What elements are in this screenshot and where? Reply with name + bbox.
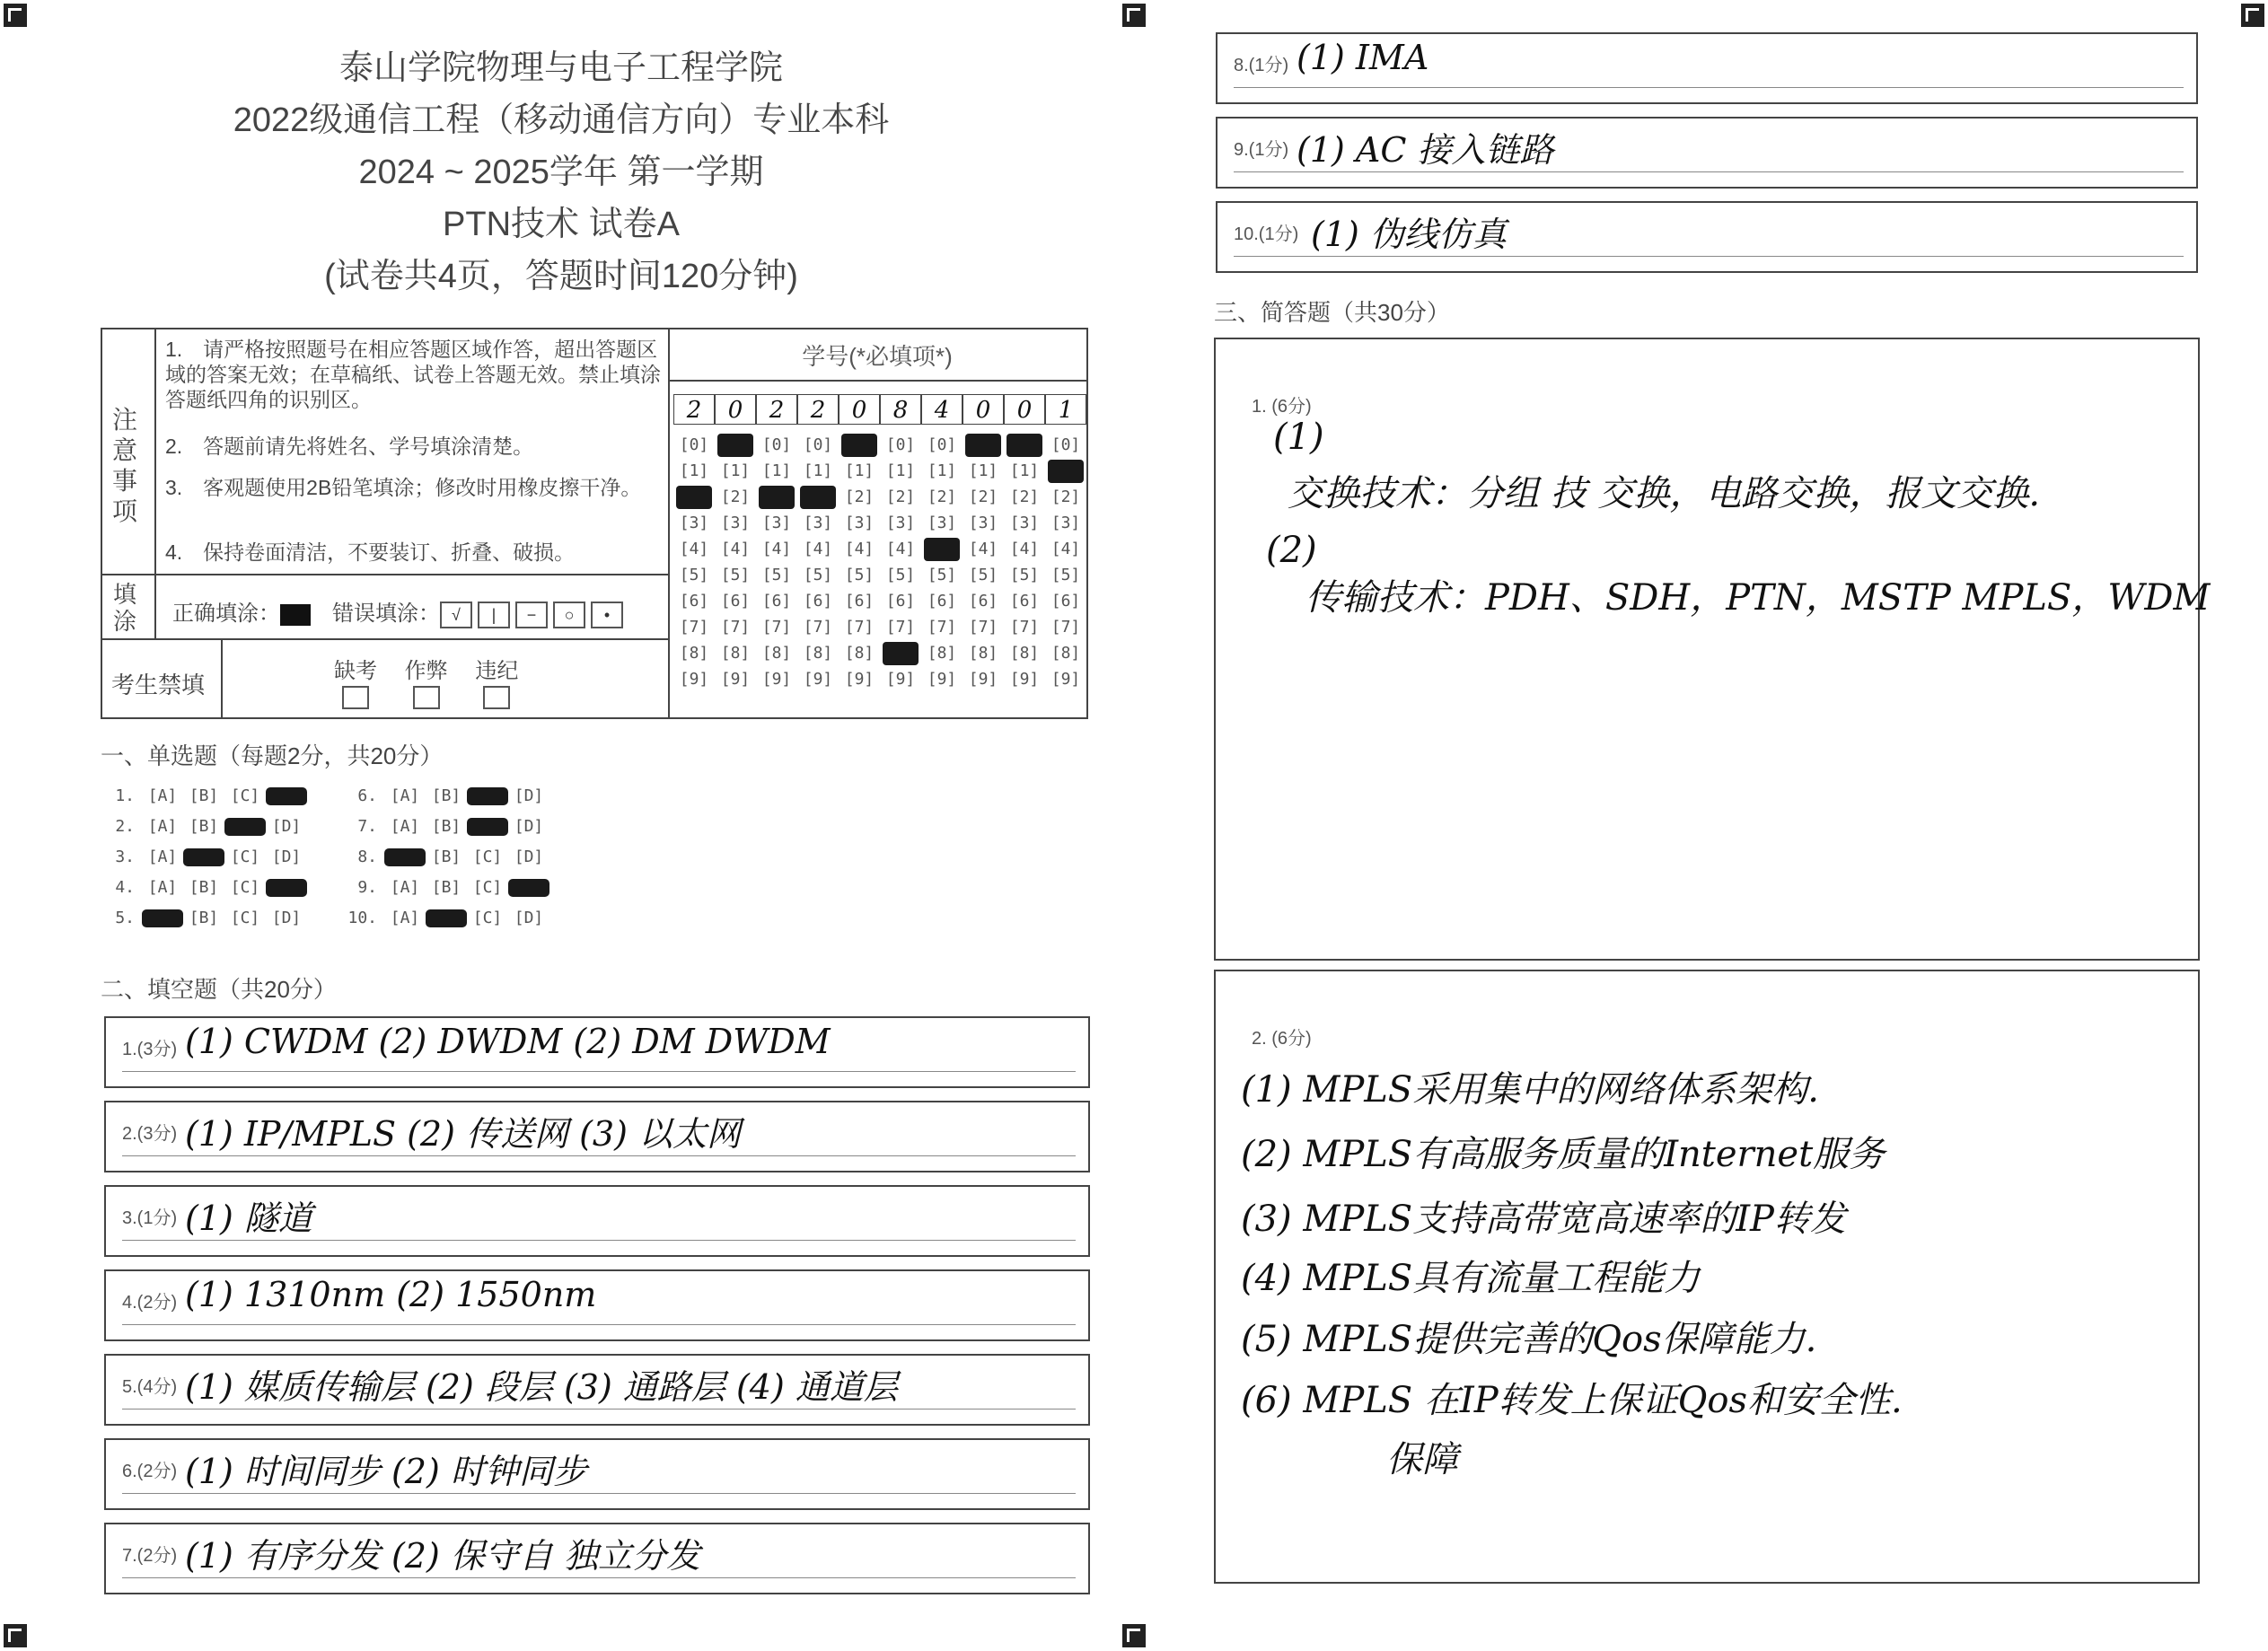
fill-blank-underline: [1234, 171, 2184, 172]
fill-blank-box[interactable]: [1216, 117, 2198, 189]
fill-blank-label: 5.(4分): [122, 1377, 178, 1397]
student-id-bubble[interactable]: [7]: [927, 618, 957, 637]
student-id-bubble[interactable]: [2]: [1050, 487, 1081, 506]
student-id-bubble[interactable]: [800, 486, 836, 509]
mcq-number: 6.: [357, 786, 377, 805]
mcq-question[interactable]: [101, 847, 307, 871]
student-id-bubble[interactable]: [7]: [885, 618, 916, 637]
mcq-option-bubble[interactable]: [A]: [147, 817, 178, 836]
violation-label: 违纪: [475, 659, 519, 683]
wrong-mark-icon: ○: [553, 602, 585, 628]
fill-blank-label: 10.(1分): [1234, 224, 1299, 244]
corner-marker-icon: [4, 1624, 27, 1647]
fill-blank-underline: [122, 1324, 1076, 1325]
mcq-number: 3.: [115, 847, 135, 866]
student-id-bubble[interactable]: [2]: [720, 487, 751, 506]
mcq-option-bubble[interactable]: [A]: [147, 786, 178, 805]
student-id-digit: 0: [1004, 394, 1045, 425]
student-id-bubble[interactable]: [6]: [968, 592, 998, 610]
fill-blank-box[interactable]: [1216, 201, 2198, 273]
student-id-bubble[interactable]: [2]: [927, 487, 957, 506]
mcq-option-bubble[interactable]: [D]: [514, 817, 544, 836]
student-id-bubble[interactable]: [4]: [885, 540, 916, 558]
mcq-number: 10.: [347, 909, 377, 927]
q1-label: 1. (6分): [1252, 397, 1312, 417]
mcq-option-bubble[interactable]: [C]: [230, 909, 260, 927]
student-id-bubble[interactable]: [0]: [1050, 435, 1081, 454]
mcq-option-bubble[interactable]: [266, 879, 307, 897]
student-id-bubble[interactable]: [5]: [968, 566, 998, 584]
mcq-number: 5.: [115, 909, 135, 927]
student-id-bubble[interactable]: [6]: [679, 592, 709, 610]
student-id-bubble[interactable]: [8]: [720, 644, 751, 663]
fill-blank-underline: [1234, 256, 2184, 257]
notice-item: 2. 答题前请先将姓名、学号填涂清楚。: [165, 435, 534, 458]
student-id-bubble[interactable]: [8]: [1050, 644, 1081, 663]
mcq-option-bubble[interactable]: [B]: [189, 817, 219, 836]
student-id-bubble[interactable]: [7]: [761, 618, 792, 637]
student-id-digit: 0: [839, 394, 880, 425]
term-title: 2024 ~ 2025学年 第一学期: [358, 154, 764, 191]
mcq-number: 7.: [357, 817, 377, 836]
major-title: 2022级通信工程（移动通信方向）专业本科: [233, 101, 890, 139]
student-id-bubble[interactable]: [676, 486, 712, 509]
student-id-bubble[interactable]: [4]: [1009, 540, 1040, 558]
q2-line: (3) MPLS支持高带宽高速率的IP转发: [1241, 1199, 1846, 1240]
student-id-bubble[interactable]: [6]: [927, 592, 957, 610]
student-id-bubble[interactable]: [5]: [679, 566, 709, 584]
mcq-question[interactable]: [101, 909, 307, 932]
student-id-bubble[interactable]: [3]: [927, 514, 957, 532]
student-id-digit: 0: [963, 394, 1004, 425]
fill-blank-box[interactable]: [104, 1101, 1090, 1172]
student-id-bubble[interactable]: [1007, 434, 1042, 457]
fill-blank-box[interactable]: [104, 1354, 1090, 1426]
student-id-digit: 2: [756, 394, 797, 425]
student-id-bubble[interactable]: [5]: [885, 566, 916, 584]
fill-blank-answer: (1) IP/MPLS (2) 传送网 (3) 以太网: [185, 1114, 742, 1154]
student-id-bubble[interactable]: [9]: [1050, 670, 1081, 689]
student-id-digit: 8: [880, 394, 921, 425]
mcq-option-bubble[interactable]: [B]: [189, 909, 219, 927]
student-id-bubble[interactable]: [1]: [844, 461, 875, 480]
student-id-bubble[interactable]: [3]: [844, 514, 875, 532]
student-id-bubble[interactable]: [5]: [720, 566, 751, 584]
corner-marker-icon: [2241, 4, 2264, 27]
correct-fill-label: 正确填涂：: [172, 602, 280, 626]
mcq-option-bubble[interactable]: [B]: [189, 878, 219, 897]
student-id-bubble[interactable]: [7]: [844, 618, 875, 637]
student-id-bubble[interactable]: [8]: [844, 644, 875, 663]
mcq-option-bubble[interactable]: [A]: [390, 909, 420, 927]
student-id-bubble[interactable]: [7]: [720, 618, 751, 637]
short-answer-q2-box[interactable]: [1214, 970, 2200, 1584]
mcq-number: 2.: [115, 817, 135, 836]
student-id-digit: 1: [1045, 394, 1086, 425]
student-id-bubble[interactable]: [4]: [761, 540, 792, 558]
student-id-bubble[interactable]: [9]: [844, 670, 875, 689]
fill-blank-underline: [122, 1155, 1076, 1156]
student-id-bubble[interactable]: [2]: [844, 487, 875, 506]
fill-blank-box[interactable]: [104, 1438, 1090, 1510]
student-id-digit: 0: [715, 394, 756, 425]
q1-line: 交换技术：分组 技 交换，电路交换，报文交换.: [1288, 473, 2041, 514]
fill-blank-answer: (1) IMA: [1297, 38, 1429, 77]
corner-marker-icon: [1122, 1624, 1146, 1647]
mcq-option-bubble[interactable]: [C]: [230, 786, 260, 805]
mcq-question[interactable]: [343, 817, 549, 840]
mcq-option-bubble[interactable]: [D]: [514, 786, 544, 805]
student-id-bubble[interactable]: [8]: [761, 644, 792, 663]
student-id-bubble[interactable]: [9]: [720, 670, 751, 689]
student-id-bubble[interactable]: [0]: [761, 435, 792, 454]
student-id-bubble[interactable]: [9]: [679, 670, 709, 689]
fill-blank-answer: (1) 媒质传输层 (2) 段层 (3) 通路层 (4) 通道层: [185, 1367, 898, 1407]
student-id-bubble[interactable]: [2]: [968, 487, 998, 506]
q2-line: (2) MPLS有高服务质量的Internet服务: [1241, 1134, 1886, 1175]
wrong-mark-icon: •: [591, 602, 623, 628]
student-id-label: 学号(*必填项*): [802, 343, 953, 370]
short-answer-q1-box[interactable]: [1214, 338, 2211, 961]
student-id-bubble[interactable]: [924, 538, 960, 561]
student-id-bubble[interactable]: [4]: [844, 540, 875, 558]
student-id-bubble[interactable]: [7]: [968, 618, 998, 637]
fill-blank-answer: (1) 隧道: [185, 1199, 312, 1238]
fill-blank-answer: (1) 伪线仿真: [1311, 215, 1507, 254]
student-id-bubble[interactable]: [3]: [803, 514, 833, 532]
mcq-option-bubble[interactable]: [467, 787, 508, 805]
q2-line: (1) MPLS采用集中的网络体系架构.: [1241, 1069, 1819, 1111]
student-id-bubble[interactable]: [6]: [720, 592, 751, 610]
student-id-bubble[interactable]: [6]: [803, 592, 833, 610]
mcq-option-bubble[interactable]: [D]: [271, 847, 302, 866]
mcq-option-bubble[interactable]: [224, 818, 266, 836]
fill-blank-label: 6.(2分): [122, 1462, 178, 1481]
q1-line: 传输技术：PDH、SDH，PTN，MSTP MPLS，WDM: [1305, 577, 2211, 619]
fill-blank-box[interactable]: [104, 1016, 1090, 1088]
student-id-digit: 2: [797, 394, 839, 425]
mcq-option-bubble[interactable]: [A]: [147, 878, 178, 897]
q2-line: 保障: [1386, 1439, 1458, 1480]
fill-blank-answer: (1) 1310nm (2) 1550nm: [185, 1275, 597, 1314]
fill-blank-underline: [122, 1577, 1076, 1578]
mcq-option-bubble[interactable]: [C]: [230, 878, 260, 897]
student-id-bubble[interactable]: [965, 434, 1001, 457]
mcq-question[interactable]: [101, 786, 307, 810]
student-id-bubble[interactable]: [5]: [1009, 566, 1040, 584]
student-id-bubble[interactable]: [8]: [968, 644, 998, 663]
mcq-option-bubble[interactable]: [D]: [514, 909, 544, 927]
filled-box-icon: [280, 604, 311, 626]
mcq-option-bubble[interactable]: [467, 818, 508, 836]
mcq-option-bubble[interactable]: [183, 848, 224, 866]
student-id-bubble[interactable]: [9]: [1009, 670, 1040, 689]
q2-line: (4) MPLS具有流量工程能力: [1241, 1258, 1701, 1299]
cheating-label: 作弊: [404, 659, 448, 683]
student-id-bubble[interactable]: [3]: [885, 514, 916, 532]
student-id-bubble[interactable]: [6]: [885, 592, 916, 610]
student-id-bubble[interactable]: [8]: [1009, 644, 1040, 663]
fill-blank-box[interactable]: [1216, 32, 2198, 104]
student-id-digit: 2: [673, 394, 715, 425]
wrong-mark-icon: √: [440, 602, 472, 628]
student-id-bubble[interactable]: [3]: [1009, 514, 1040, 532]
mcq-option-bubble[interactable]: [A]: [147, 847, 178, 866]
exam-title: PTN技术 试卷A: [443, 206, 680, 243]
student-id-bubble[interactable]: [4]: [803, 540, 833, 558]
fill-blank-answer: (1) 时间同步 (2) 时钟同步: [185, 1452, 587, 1491]
student-id-bubble[interactable]: [5]: [844, 566, 875, 584]
mcq-option-bubble[interactable]: [A]: [390, 786, 420, 805]
fill-blank-label: 4.(2分): [122, 1293, 178, 1313]
student-id-bubble[interactable]: [1]: [968, 461, 998, 480]
fill-blank-box[interactable]: [104, 1269, 1090, 1341]
student-id-bubble[interactable]: [1]: [720, 461, 751, 480]
q1-line: (2): [1266, 530, 1317, 571]
student-id-bubble[interactable]: [1]: [803, 461, 833, 480]
notice-item: 4. 保持卷面清洁，不要装订、折叠、破损。: [165, 540, 576, 564]
mcq-number: 1.: [115, 786, 135, 805]
student-id-bubble[interactable]: [8]: [679, 644, 709, 663]
student-id-bubble[interactable]: [4]: [968, 540, 998, 558]
student-id-bubble[interactable]: [759, 486, 795, 509]
mcq-option-bubble[interactable]: [384, 848, 426, 866]
section2-title: 二、填空题（共20分）: [101, 976, 337, 1003]
mcq-question[interactable]: [101, 878, 307, 901]
student-id-bubble[interactable]: [841, 434, 877, 457]
exam-info: (试卷共4页，答题时间120分钟): [324, 258, 798, 295]
fill-blank-answer: (1) CWDM (2) DWDM (2) DM DWDM: [185, 1022, 831, 1061]
student-id-bubble[interactable]: [1]: [885, 461, 916, 480]
student-id-bubble[interactable]: [4]: [1050, 540, 1081, 558]
mcq-option-bubble[interactable]: [C]: [472, 909, 503, 927]
student-id-bubble[interactable]: [6]: [1050, 592, 1081, 610]
student-id-bubble[interactable]: [4]: [679, 540, 709, 558]
violation-checkbox[interactable]: [483, 686, 510, 709]
fill-blank-label: 2.(3分): [122, 1124, 178, 1144]
student-id-digit: 4: [921, 394, 963, 425]
mcq-option-bubble[interactable]: [C]: [230, 847, 260, 866]
forbid-label: 考生禁填: [111, 672, 206, 698]
mcq-option-bubble[interactable]: [C]: [472, 847, 503, 866]
fill-example: [172, 595, 629, 628]
student-id-bubble[interactable]: [9]: [968, 670, 998, 689]
answer-sheet-header: [101, 328, 1088, 719]
corner-marker-icon: [4, 4, 27, 27]
fill-blank-label: 8.(1分): [1234, 56, 1289, 75]
q1-line: (1): [1273, 417, 1324, 458]
student-id-bubble[interactable]: [8]: [803, 644, 833, 663]
student-id-bubble[interactable]: [5]: [927, 566, 957, 584]
fill-blank-box[interactable]: [104, 1523, 1090, 1594]
absent-checkbox[interactable]: [342, 686, 369, 709]
wrong-fill-label: 错误填涂：: [332, 602, 440, 626]
fill-blank-underline: [122, 1493, 1076, 1494]
fill-blank-box[interactable]: [104, 1185, 1090, 1257]
student-id-bubble[interactable]: [1]: [927, 461, 957, 480]
student-id-bubble[interactable]: [0]: [885, 435, 916, 454]
mcq-number: 9.: [357, 878, 377, 897]
student-id-bubble[interactable]: [9]: [761, 670, 792, 689]
mcq-option-bubble[interactable]: [B]: [431, 847, 462, 866]
fill-blank-label: 1.(3分): [122, 1040, 178, 1059]
mcq-option-bubble[interactable]: [A]: [390, 878, 420, 897]
student-id-bubble[interactable]: [9]: [803, 670, 833, 689]
student-id-bubble[interactable]: [5]: [803, 566, 833, 584]
corner-marker-icon: [1122, 4, 1146, 27]
student-id-bubble[interactable]: [7]: [679, 618, 709, 637]
mcq-question[interactable]: [343, 786, 549, 810]
mcq-option-bubble[interactable]: [508, 879, 549, 897]
student-id-bubble[interactable]: [3]: [720, 514, 751, 532]
absent-label: 缺考: [334, 659, 377, 683]
student-id-bubble[interactable]: [5]: [761, 566, 792, 584]
student-id-bubble[interactable]: [3]: [968, 514, 998, 532]
student-id-bubble[interactable]: [2]: [1009, 487, 1040, 506]
q2-label: 2. (6分): [1252, 1029, 1312, 1049]
mcq-option-bubble[interactable]: [D]: [271, 909, 302, 927]
mcq-option-bubble[interactable]: [B]: [431, 817, 462, 836]
fill-blank-answer: (1) 有序分发 (2) 保守自 独立分发: [185, 1536, 700, 1576]
mcq-option-bubble[interactable]: [A]: [390, 817, 420, 836]
mcq-question[interactable]: [343, 847, 549, 871]
student-id-bubble[interactable]: [717, 434, 753, 457]
notice-item: 1. 请严格按照题号在相应答题区域作答，超出答题区域的答案无效；在草稿纸、试卷上答题无效。禁止填涂答题纸四角的识别区。: [165, 338, 661, 411]
student-id-bubble[interactable]: [1]: [679, 461, 709, 480]
cheating-checkbox[interactable]: [413, 686, 440, 709]
mcq-option-bubble[interactable]: [D]: [271, 817, 302, 836]
notice-item: 3. 客观题使用2B铅笔填涂；修改时用橡皮擦干净。: [165, 476, 642, 499]
student-id-bubble[interactable]: [7]: [1009, 618, 1040, 637]
student-id-bubble[interactable]: [0]: [803, 435, 833, 454]
q2-line: (5) MPLS提供完善的Qos保障能力.: [1241, 1319, 1817, 1360]
fill-label: 填涂: [112, 581, 136, 635]
q2-line: (6) MPLS 在IP转发上保证Qos和安全性.: [1241, 1380, 1903, 1421]
mcq-option-bubble[interactable]: [B]: [189, 786, 219, 805]
fill-blank-label: 9.(1分): [1234, 140, 1289, 160]
student-id-bubble[interactable]: [883, 642, 919, 665]
mcq-question[interactable]: [343, 909, 549, 932]
student-id-bubble[interactable]: [2]: [885, 487, 916, 506]
mcq-option-bubble[interactable]: [B]: [431, 786, 462, 805]
mcq-option-bubble[interactable]: [266, 787, 307, 805]
fill-blank-label: 7.(2分): [122, 1546, 178, 1566]
student-id-bubble[interactable]: [6]: [761, 592, 792, 610]
mcq-number: 4.: [115, 878, 135, 897]
student-id-bubble[interactable]: [7]: [1050, 618, 1081, 637]
student-id-bubble[interactable]: [9]: [885, 670, 916, 689]
student-id-bubble[interactable]: [1]: [1009, 461, 1040, 480]
fill-blank-answer: (1) AC 接入链路: [1297, 130, 1554, 170]
wrong-mark-icon: |: [478, 602, 510, 628]
student-id-bubble[interactable]: [6]: [844, 592, 875, 610]
mcq-option-bubble[interactable]: [B]: [431, 878, 462, 897]
mcq-option-bubble[interactable]: [142, 909, 183, 927]
mcq-option-bubble[interactable]: [C]: [472, 878, 503, 897]
student-id-bubble[interactable]: [7]: [803, 618, 833, 637]
fill-blank-underline: [122, 1071, 1076, 1072]
student-id-bubble[interactable]: [3]: [679, 514, 709, 532]
section3-title: 三、简答题（共30分）: [1214, 299, 1450, 326]
mcq-option-bubble[interactable]: [D]: [514, 847, 544, 866]
student-id-bubble[interactable]: [6]: [1009, 592, 1040, 610]
mcq-question[interactable]: [101, 817, 307, 840]
student-id-bubble[interactable]: [1]: [761, 461, 792, 480]
section1-title: 一、单选题（每题2分，共20分）: [101, 742, 444, 769]
mcq-question[interactable]: [343, 878, 549, 901]
student-id-bubble[interactable]: [0]: [927, 435, 957, 454]
fill-blank-underline: [1234, 87, 2184, 88]
student-id-bubble[interactable]: [1048, 460, 1084, 483]
mcq-number: 8.: [357, 847, 377, 866]
fill-blank-underline: [122, 1240, 1076, 1241]
student-id-bubble[interactable]: [3]: [1050, 514, 1081, 532]
wrong-mark-icon: −: [515, 602, 548, 628]
student-id-bubble[interactable]: [9]: [927, 670, 957, 689]
student-id-bubble[interactable]: [4]: [720, 540, 751, 558]
student-id-bubble[interactable]: [0]: [679, 435, 709, 454]
notice-label: 注意事项: [111, 406, 137, 525]
school-title: 泰山学院物理与电子工程学院: [338, 49, 783, 87]
student-id-bubble[interactable]: [5]: [1050, 566, 1081, 584]
mcq-option-bubble[interactable]: [426, 909, 467, 927]
forbid-options: [323, 653, 529, 709]
student-id-bubble[interactable]: [3]: [761, 514, 792, 532]
student-id-bubble[interactable]: [8]: [927, 644, 957, 663]
fill-blank-label: 3.(1分): [122, 1208, 178, 1228]
